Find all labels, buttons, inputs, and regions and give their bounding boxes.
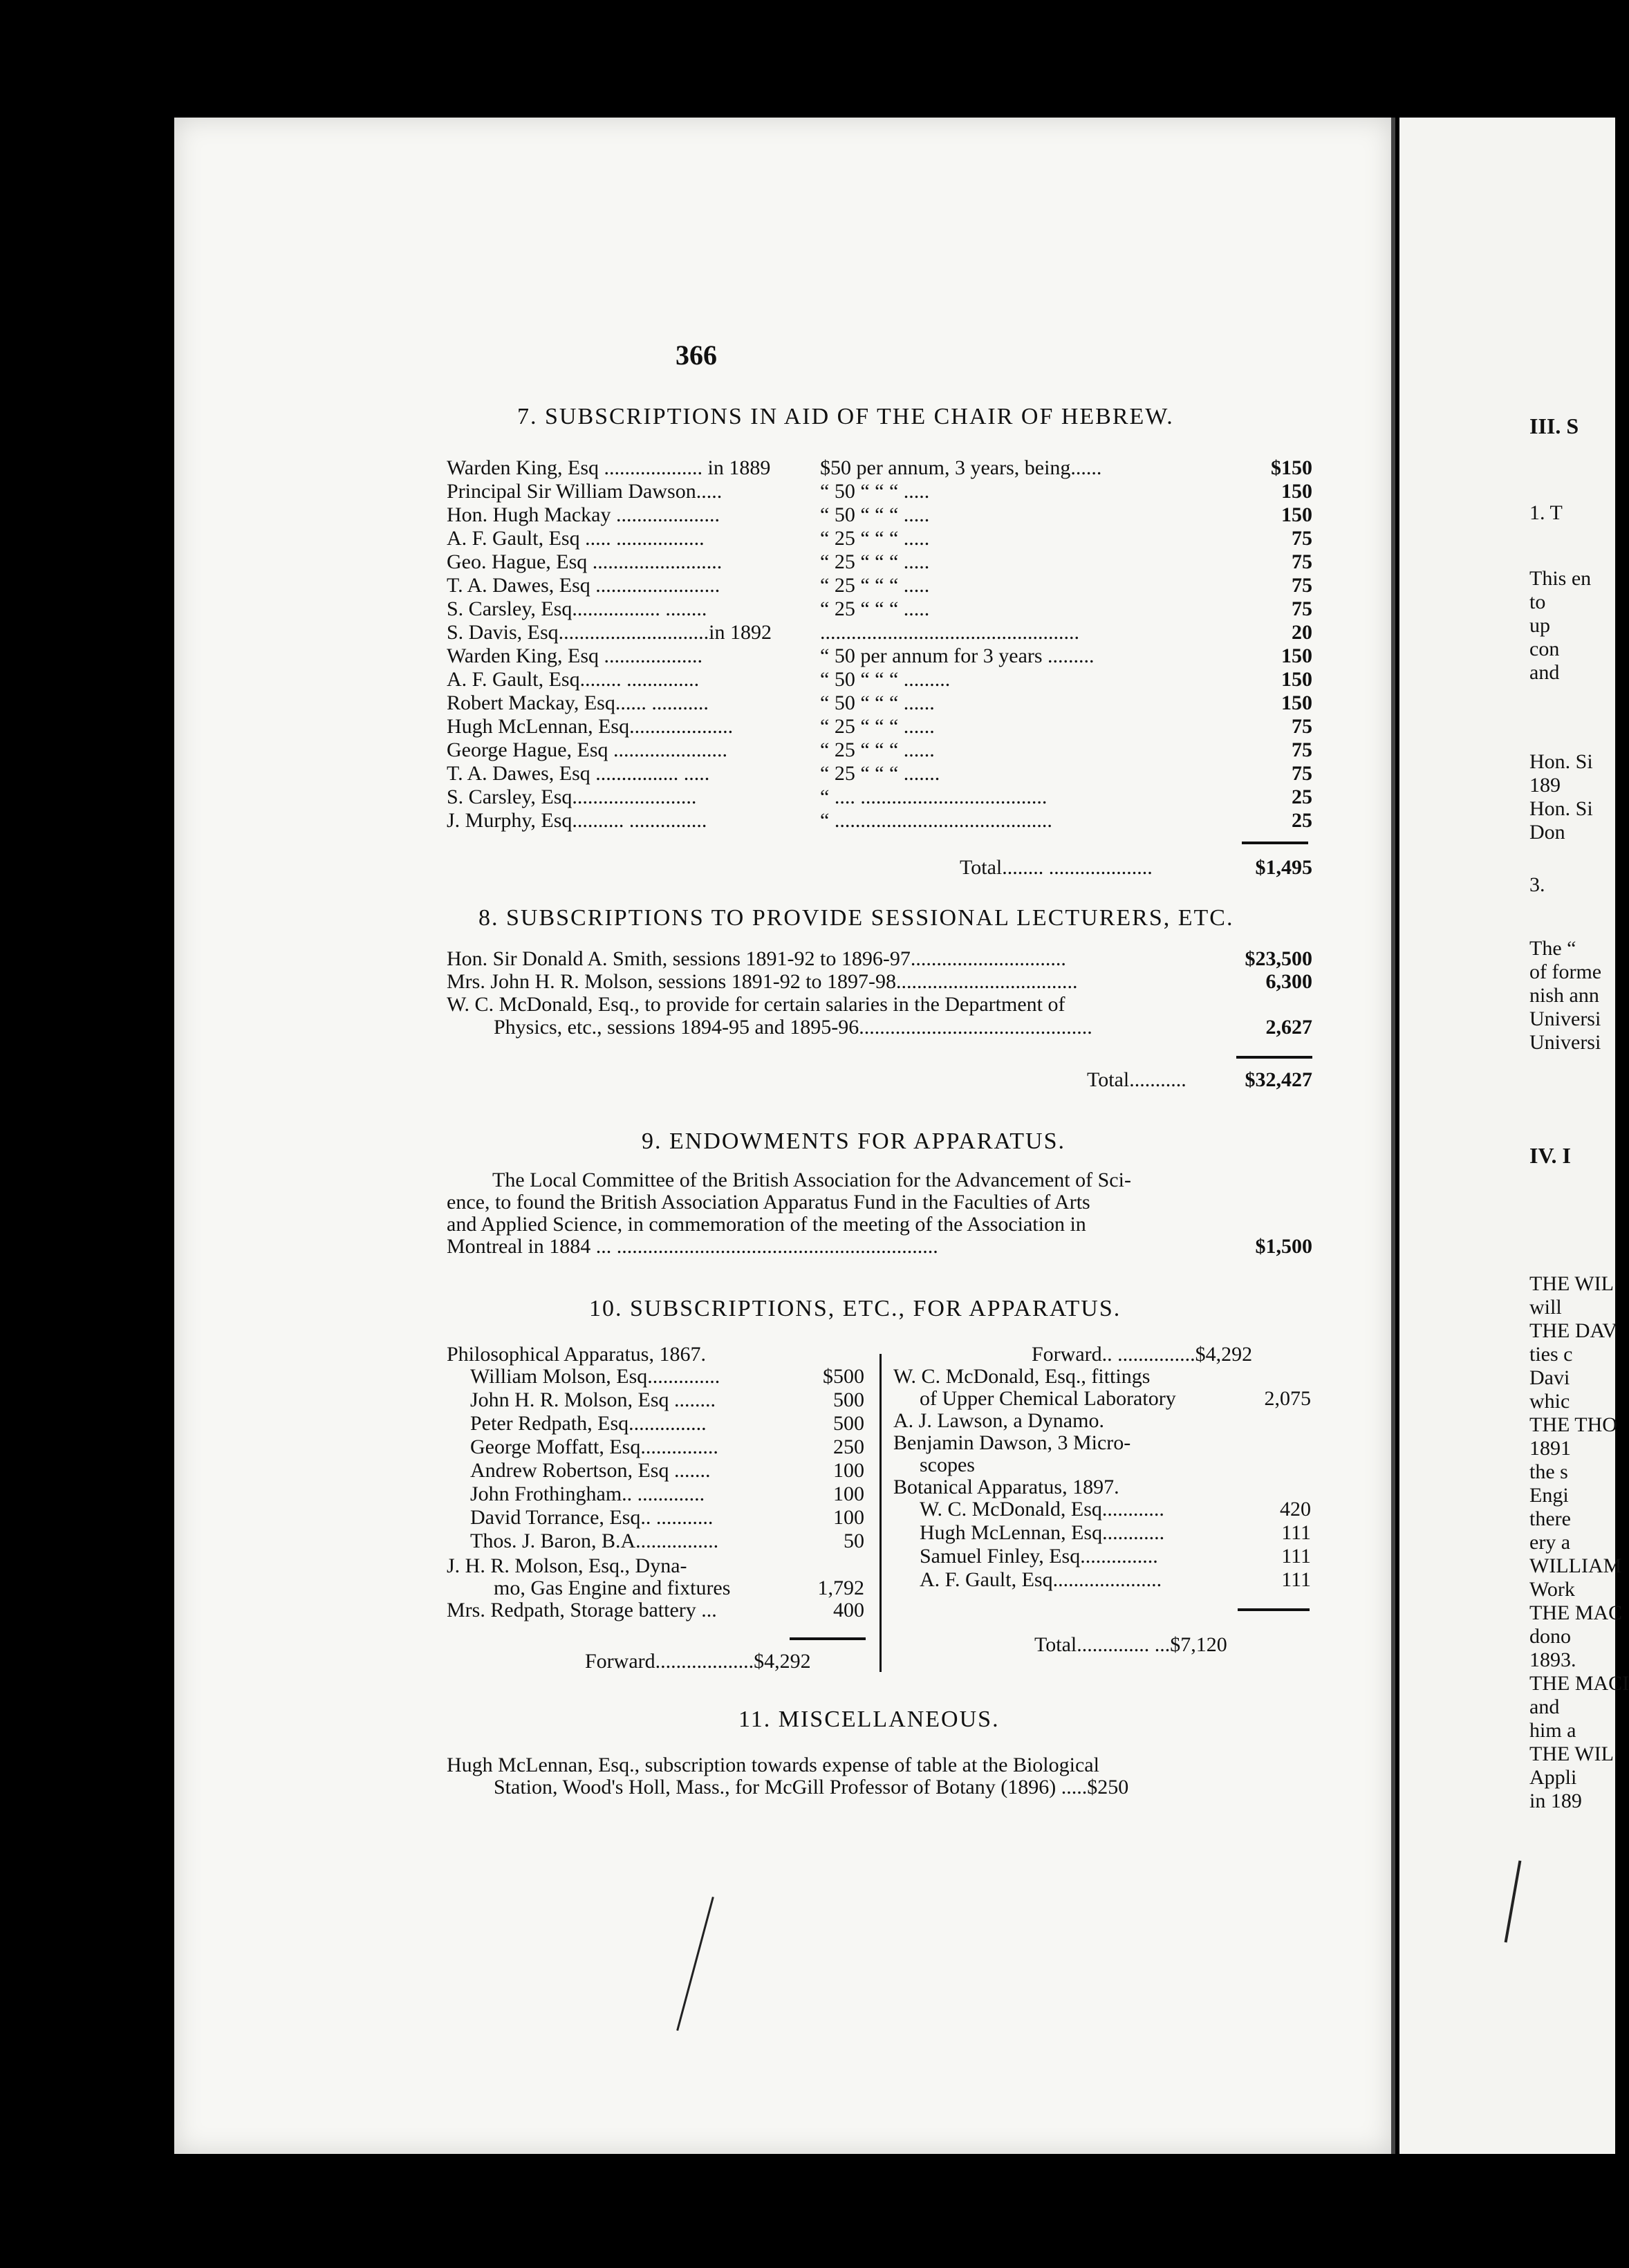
right-page-fragment: and	[1529, 1695, 1560, 1718]
subscription-detail: “ 50 “ “ “ .........	[820, 668, 951, 691]
right-page-fragment: whic	[1529, 1390, 1570, 1413]
right-forward: Forward.. ...............$4,292	[1032, 1343, 1253, 1366]
subscription-amount: 25	[1292, 786, 1312, 808]
donor-name: David Torrance, Esq.. ...........	[470, 1506, 714, 1529]
subscription-detail: “ 25 “ “ “ .....	[820, 574, 930, 597]
section-9-line-3: and Applied Science, in commemoration of the meeting of the Association in	[447, 1213, 1086, 1236]
subscription-detail: ..................................................	[820, 621, 1079, 644]
donor-amount: 111	[1281, 1545, 1311, 1568]
subscriber-name: J. Murphy, Esq.......... ...............	[447, 809, 707, 832]
donor-amount: 100	[833, 1506, 864, 1529]
right-page-fragment: 189	[1529, 774, 1561, 797]
donor-name: William Molson, Esq..............	[470, 1365, 720, 1388]
right-page-fragment: 1. T	[1529, 501, 1563, 524]
subscription-amount: 150	[1281, 691, 1312, 714]
right-page-fragment: THE DAV	[1529, 1319, 1617, 1342]
molson-dynamo-line-1: J. H. R. Molson, Esq., Dyna-	[447, 1554, 687, 1577]
subscription-amount: 150	[1281, 480, 1312, 503]
total-rule	[1236, 1056, 1312, 1059]
right-page-fragment: ties c	[1529, 1343, 1573, 1366]
subscriber-name: Hugh McLennan, Esq....................	[447, 715, 734, 738]
subscription-detail: “ .... ....................................	[820, 786, 1048, 808]
column-divider	[879, 1354, 882, 1672]
subscription-amount: $150	[1271, 456, 1312, 479]
donor-amount: $500	[823, 1365, 864, 1388]
total-rule	[1238, 1608, 1310, 1611]
subscription-detail: “ 25 “ “ “ .....	[820, 550, 930, 573]
subscription-amount: 150	[1281, 644, 1312, 667]
right-page-fragment: dono	[1529, 1625, 1571, 1648]
right-page-fragment: THE MAC	[1529, 1601, 1623, 1624]
subscriber-name: T. A. Dawes, Esq ................ .....	[447, 762, 710, 785]
subscriber-name: Geo. Hague, Esq .........................	[447, 550, 723, 573]
right-page-fragment: Engi	[1529, 1484, 1569, 1507]
right-page-fragment: 1893.	[1529, 1648, 1576, 1671]
right-page-fragment: and	[1529, 661, 1560, 684]
right-page-fragment: THE WIL	[1529, 1272, 1614, 1295]
donor-name: Hugh McLennan, Esq............	[920, 1521, 1165, 1544]
section-9-heading: 9. ENDOWMENTS FOR APPARATUS.	[642, 1128, 1066, 1154]
section-7-heading: 7. SUBSCRIPTIONS IN AID OF THE CHAIR OF HEBREW.	[517, 404, 1174, 429]
section-7-total-label: Total........ ....................	[960, 856, 1153, 879]
dawson-line-1: Benjamin Dawson, 3 Micro-	[893, 1431, 1131, 1454]
subscriber-name: A. F. Gault, Esq........ ..............	[447, 668, 700, 691]
subscription-detail: “ 25 “ “ “ ......	[820, 715, 935, 738]
right-page-fragment: Hon. Si	[1529, 797, 1593, 820]
right-page-fragment: there	[1529, 1507, 1571, 1530]
subscriber-name: S. Davis, Esq.............................in 1892	[447, 621, 772, 644]
section-8-line-3: W. C. McDonald, Esq., to provide for certain salaries in the Department of	[447, 993, 1065, 1016]
subscriber-name: George Hague, Esq ......................	[447, 738, 728, 761]
section-11-heading: 11. MISCELLANEOUS.	[738, 1707, 1000, 1732]
section-9-line-1: The Local Committee of the British Association for the Advancement of Sci-	[492, 1169, 1131, 1191]
subscription-detail: “ 25 “ “ “ .......	[820, 762, 940, 785]
redpath-battery-amount: 400	[833, 1599, 864, 1621]
page-gutter	[1391, 118, 1395, 2154]
section-10-heading: 10. SUBSCRIPTIONS, ETC., FOR APPARATUS.	[589, 1296, 1121, 1321]
subscription-detail: “ 50 “ “ “ .....	[820, 503, 930, 526]
subscriber-name: Robert Mackay, Esq...... ...........	[447, 691, 709, 714]
donor-name: John H. R. Molson, Esq ........	[470, 1388, 716, 1411]
subscription-amount: 75	[1292, 762, 1312, 785]
mcdonald-fittings-line-2: of Upper Chemical Laboratory	[920, 1387, 1176, 1410]
donor-amount: 111	[1281, 1521, 1311, 1544]
right-page-fragment: of forme	[1529, 960, 1602, 983]
right-page-fragment: the s	[1529, 1460, 1568, 1483]
donor-amount: 100	[833, 1459, 864, 1482]
section-8-line-1: Hon. Sir Donald A. Smith, sessions 1891-92 to 1896-97..............................	[447, 947, 1066, 970]
left-forward: Forward...................$4,292	[585, 1650, 811, 1673]
subscription-detail: “ 25 “ “ “ .....	[820, 527, 930, 550]
right-page-fragment: Hon. Si	[1529, 750, 1593, 773]
section-9-line-4: Montreal in 1884 ... ..............................................................	[447, 1235, 938, 1258]
right-page-fragment: 3.	[1529, 873, 1545, 896]
right-page-fragment: will	[1529, 1296, 1562, 1319]
subscription-amount: 75	[1292, 550, 1312, 573]
molson-dynamo-line-2: mo, Gas Engine and fixtures	[494, 1577, 731, 1599]
right-page-fragment: III. S	[1529, 413, 1579, 438]
right-page-fragment: IV. I	[1529, 1143, 1571, 1168]
section-9-amount: $1,500	[1255, 1235, 1312, 1258]
botanical-apparatus-title: Botanical Apparatus, 1897.	[893, 1476, 1119, 1498]
right-page-fragment: nish ann	[1529, 984, 1599, 1007]
subscriber-name: Warden King, Esq ...................	[447, 644, 703, 667]
right-page-fragment: in 189	[1529, 1790, 1582, 1812]
section-8-heading: 8. SUBSCRIPTIONS TO PROVIDE SESSIONAL LECTURERS, ETC.	[478, 905, 1234, 931]
section-8-line-4: Physics, etc., sessions 1894-95 and 1895-96.............................................	[494, 1016, 1092, 1039]
section-11-line-1: Hugh McLennan, Esq., subscription towards expense of table at the Biological	[447, 1754, 1099, 1776]
subscriber-name: Hon. Hugh Mackay ....................	[447, 503, 720, 526]
donor-amount: 111	[1281, 1568, 1311, 1591]
donor-name: Peter Redpath, Esq...............	[470, 1412, 707, 1435]
right-page-fragment: 1891	[1529, 1437, 1571, 1460]
subscriber-name: Principal Sir William Dawson.....	[447, 480, 723, 503]
right-page-fragment: up	[1529, 614, 1550, 637]
subscriber-name: A. F. Gault, Esq ..... .................	[447, 527, 705, 550]
subscription-detail: “ 25 “ “ “ .....	[820, 597, 930, 620]
right-page	[1399, 118, 1615, 2154]
forward-rule	[790, 1637, 866, 1640]
total-rule	[1242, 842, 1308, 844]
donor-name: Thos. J. Baron, B.A................	[470, 1530, 719, 1552]
mcdonald-fittings-amount: 2,075	[1264, 1387, 1311, 1410]
donor-amount: 250	[833, 1435, 864, 1458]
section-11-line-2: Station, Wood's Holl, Mass., for McGill Professor of Botany (1896) .....$250	[494, 1776, 1129, 1798]
section-10-total: Total.............. ...$7,120	[1034, 1633, 1227, 1656]
right-page-fragment: THE WIL	[1529, 1742, 1614, 1765]
mcdonald-fittings-line-1: W. C. McDonald, Esq., fittings	[893, 1365, 1151, 1388]
subscriber-name: S. Carsley, Esq................. ........	[447, 597, 707, 620]
page-number: 366	[676, 340, 717, 371]
subscriber-name: T. A. Dawes, Esq ........................	[447, 574, 720, 597]
right-page-fragment: This en	[1529, 567, 1592, 590]
section-8-total: $32,427	[1245, 1068, 1312, 1091]
right-page-fragment: con	[1529, 638, 1560, 660]
subscription-amount: 75	[1292, 527, 1312, 550]
subscription-amount: 75	[1292, 715, 1312, 738]
subscription-amount: 75	[1292, 597, 1312, 620]
subscription-amount: 150	[1281, 668, 1312, 691]
right-page-fragment: THE MACI	[1529, 1672, 1629, 1695]
section-8-line-2: Mrs. John H. R. Molson, sessions 1891-92 to 1897-98...................................	[447, 970, 1078, 993]
dawson-line-2: scopes	[920, 1453, 975, 1476]
subscription-amount: 25	[1292, 809, 1312, 832]
right-page-fragment: Work	[1529, 1578, 1575, 1601]
donor-amount: 500	[833, 1388, 864, 1411]
donor-amount: 420	[1280, 1498, 1311, 1521]
donor-amount: 500	[833, 1412, 864, 1435]
subscription-detail: “ 50 per annum for 3 years .........	[820, 644, 1095, 667]
section-8-total-label: Total...........	[1087, 1068, 1186, 1091]
donor-name: Samuel Finley, Esq...............	[920, 1545, 1158, 1568]
donor-name: W. C. McDonald, Esq............	[920, 1498, 1164, 1521]
section-9-line-2: ence, to found the British Association Apparatus Fund in the Faculties of Arts	[447, 1191, 1090, 1214]
right-page-fragment: him a	[1529, 1719, 1576, 1742]
right-page-fragment: The “	[1529, 937, 1576, 960]
subscription-detail: “ 50 “ “ “ ......	[820, 691, 935, 714]
philosophical-apparatus-title: Philosophical Apparatus, 1867.	[447, 1343, 706, 1366]
subscription-detail: $50 per annum, 3 years, being......	[820, 456, 1102, 479]
redpath-battery-line: Mrs. Redpath, Storage battery ...	[447, 1599, 717, 1621]
section-8-amount-3: 2,627	[1265, 1016, 1312, 1039]
lawson-line: A. J. Lawson, a Dynamo.	[893, 1409, 1104, 1432]
subscription-detail: “ 50 “ “ “ .....	[820, 480, 930, 503]
right-page-fragment: Appli	[1529, 1766, 1577, 1789]
section-8-amount-2: 6,300	[1265, 970, 1312, 993]
subscription-amount: 75	[1292, 738, 1312, 761]
right-page-fragment: Universi	[1529, 1007, 1601, 1030]
subscription-amount: 20	[1292, 621, 1312, 644]
section-7-total: $1,495	[1255, 856, 1312, 879]
right-page-fragment: Davi	[1529, 1366, 1570, 1389]
subscription-amount: 150	[1281, 503, 1312, 526]
right-page-fragment: Don	[1529, 821, 1565, 844]
subscription-detail: “ 25 “ “ “ ......	[820, 738, 935, 761]
section-8-amount-1: $23,500	[1245, 947, 1312, 970]
subscriber-name: Warden King, Esq ................... in 1889	[447, 456, 771, 479]
subscription-amount: 75	[1292, 574, 1312, 597]
subscriber-name: S. Carsley, Esq........................	[447, 786, 697, 808]
donor-amount: 50	[844, 1530, 864, 1552]
right-page-fragment: Universi	[1529, 1031, 1601, 1054]
donor-amount: 100	[833, 1482, 864, 1505]
right-page-fragment: to	[1529, 591, 1546, 613]
subscription-detail: “ ..........................................	[820, 809, 1052, 832]
right-page-fragment: THE THO	[1529, 1413, 1617, 1436]
right-page-fragment: ery a	[1529, 1531, 1571, 1554]
donor-name: John Frothingham.. .............	[470, 1482, 705, 1505]
donor-name: A. F. Gault, Esq.....................	[920, 1568, 1162, 1591]
donor-name: George Moffatt, Esq...............	[470, 1435, 718, 1458]
right-page-fragment: WILLIAM	[1529, 1554, 1622, 1577]
donor-name: Andrew Robertson, Esq .......	[470, 1459, 711, 1482]
molson-dynamo-amount: 1,792	[817, 1577, 864, 1599]
